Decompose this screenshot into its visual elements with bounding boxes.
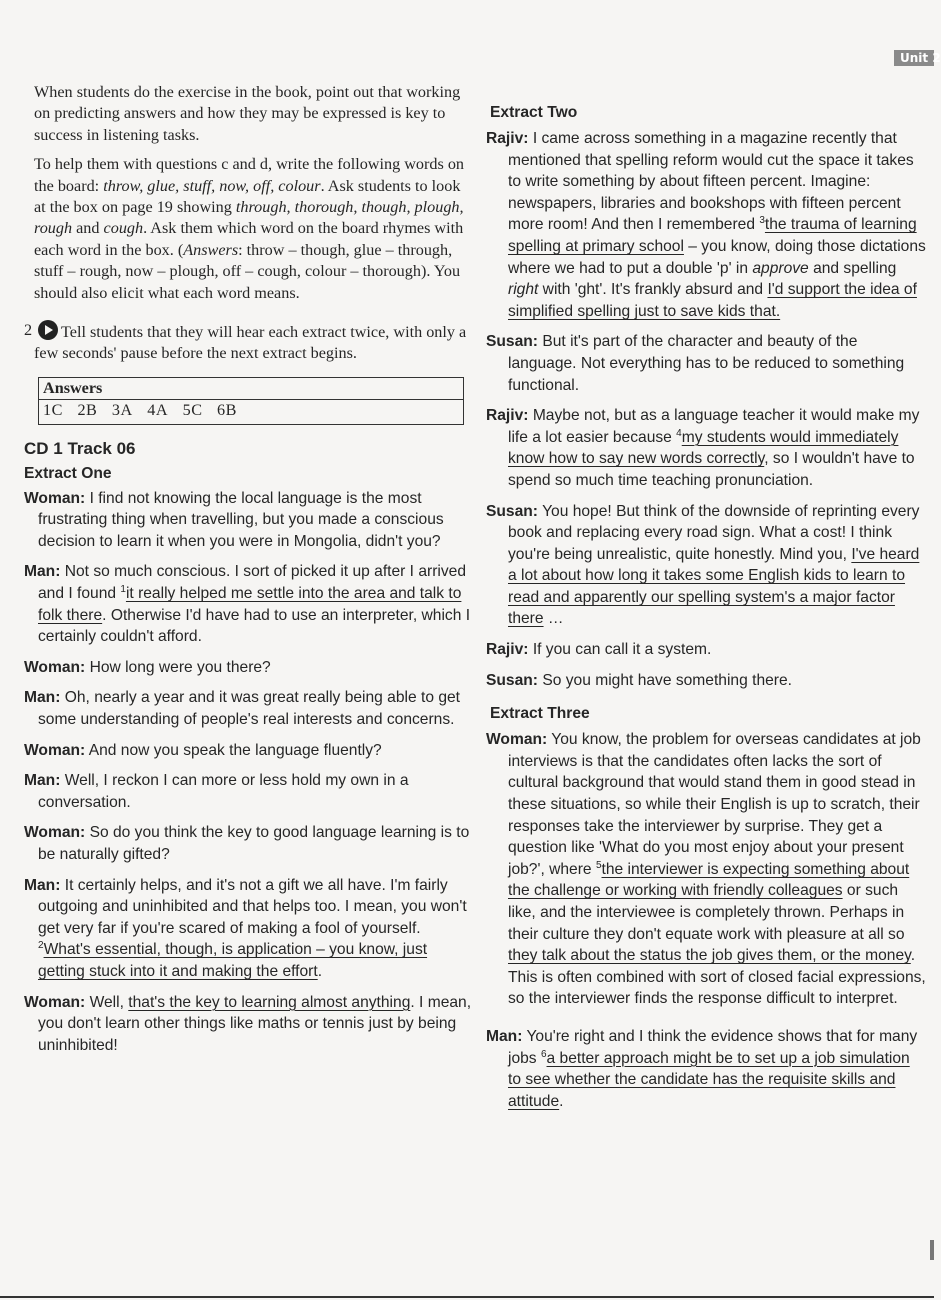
answers-row (43, 400, 457, 421)
dialogue-turn: Woman: Well, that's the key to learning almost anything. I mean, you don't learn other things like maths or tennis just by being uninhibited! (24, 993, 472, 1054)
dialogue-turn: Woman: And now you speak the language fluently? (24, 741, 382, 759)
answers-box (38, 377, 464, 425)
teacher-note-2: To help them with questions c and d, write the following words on the board: throw, glue, stuff, now, off, colour. Ask students to look at the box on page 19 showing through, thorough, though, plough, rough and cough. Ask them which word on the board rhymes with each word in the box. (Answers: throw – though, glue – through, stuff – rough, now – plough, off – cough, colour – thorough). You should also elicit what each word means. (34, 155, 465, 302)
teacher-note-1: When students do the exercise in the book, point out that working on predicting answers and how they may be expressed is key to success in listening tasks. (34, 83, 461, 144)
page-bottom-rule (0, 1296, 934, 1298)
dialogue-turn: Woman: I find not knowing the local language is the most frustrating thing when travelling, but you made a conscious decision to learn it when you were in Mongolia, didn't you? (24, 489, 444, 550)
unit-tab: Unit 2 (894, 50, 934, 66)
left-column (24, 82, 472, 1065)
audio-play-icon (38, 320, 58, 340)
dialogue-turn: Susan: So you might have something there. (486, 671, 792, 689)
dialogue-turn: Man: Not so much conscious. I sort of picked it up after I arrived and I found $^1$it really helped me settle into the area and talk to folk there. Otherwise I'd have had to use an interpreter, which I certainly couldn't afford. (24, 563, 471, 646)
right-column (486, 104, 926, 1121)
dialogue-turn: Woman: How long were you there? (24, 658, 271, 676)
dialogue-turn: Woman: So do you think the key to good language learning is to be naturally gifted? (24, 824, 470, 863)
answer-item: 3A (111, 401, 133, 420)
page-edge-mark (930, 1240, 934, 1260)
dialogue-turn: Rajiv: I came across something in a magazine recently that mentioned that spelling reform would cut the space it takes to write something by about fifteen percent. Imagine: newspapers, libraries and bookshops with fifteen percent more room! And then I remembered $^3$the trauma of learning spelling at primary school – you know, doing those dictations where we had to put a double 'p' in approve and spelling right with 'ght'. It's frankly absurd and I'd support the idea of simplified spelling just to save kids that. (486, 130, 926, 320)
dialogue-turn: Rajiv: Maybe not, but as a language teacher it would make my life a lot easier because $^4$my students would immediately know how to say new words correctly, so I wouldn't have to spend so much time teaching pronunciation. (486, 407, 920, 489)
extract-one-transcript (24, 488, 472, 1057)
dialogue-turn: Man: Well, I reckon I can more or less hold my own in a conversation. (24, 772, 409, 811)
extract-three-title: Extract Three (490, 705, 590, 723)
answers-title: Answers (39, 378, 463, 400)
dialogue-turn: Man: You're right and I think the evidence shows that for many jobs $^6$a better approach might be to set up a job simulation to see whether the candidate has the requisite skills and attitude. (486, 1027, 918, 1110)
dialogue-turn: Woman: You know, the problem for overseas candidates at job interviews is that the candidates often lacks the sort of cultural background that would stand them in good stead in these situations, so while their English is up to scratch, their responses take the interviewer by surprise. They get a question like 'What do you most enjoy about your present job?', where $^5$the interviewer is expecting something about the challenge or working with friendly colleagues or such like, and the interviewee is completely thrown. Perhaps in their culture they don't equate work with pleasure at all so they talk about the status the job gives them, or the money. This is often combined with sort of closed facial expressions, so the interviewer finds the response difficult to interpret. (486, 731, 926, 1008)
extract-one-title: Extract One (24, 464, 112, 482)
extract-two-title: Extract Two (490, 104, 578, 121)
dialogue-turn: Man: It certainly helps, and it's not a gift we all have. I'm fairly outgoing and uninhibited and that helps too. I mean, you won't get very far if you're scared of making a fool of yourself. $^2$What's essential, though, is application – you know, just getting stuck into it and making the effort. (24, 876, 467, 980)
extract-two-transcript (486, 128, 926, 691)
answer-item: 6B (217, 401, 237, 420)
answer-item: 2B (77, 401, 98, 420)
answer-item: 1C (43, 401, 63, 420)
answer-item: 4A (147, 401, 169, 420)
item-number: 2 (24, 321, 33, 340)
dialogue-turn: Rajiv: If you can call it a system. (486, 641, 712, 659)
extract-three-transcript (486, 729, 926, 1112)
instruction-text: Tell students that they will hear each extract twice, with only a few seconds' pause before the next extract begins. (34, 323, 467, 363)
instruction-item-2 (24, 320, 472, 365)
dialogue-turn: Susan: You hope! But think of the downside of reprinting every book and replacing every road sign. What a cost! I think you're being unrealistic, quite honestly. Mind you, I've heard a lot about how long it takes some English kids to learn to read and apparently our spelling system's a major factor there … (486, 502, 920, 628)
dialogue-turn: Man: Oh, nearly a year and it was great really being able to get some understanding of people's real interests and concerns. (24, 689, 461, 729)
track-title: CD 1 Track 06 (24, 438, 136, 458)
answer-item: 5C (182, 401, 203, 420)
dialogue-turn: Susan: But it's part of the character and beauty of the language. Not everything has to be reduced to something functional. (486, 333, 905, 394)
